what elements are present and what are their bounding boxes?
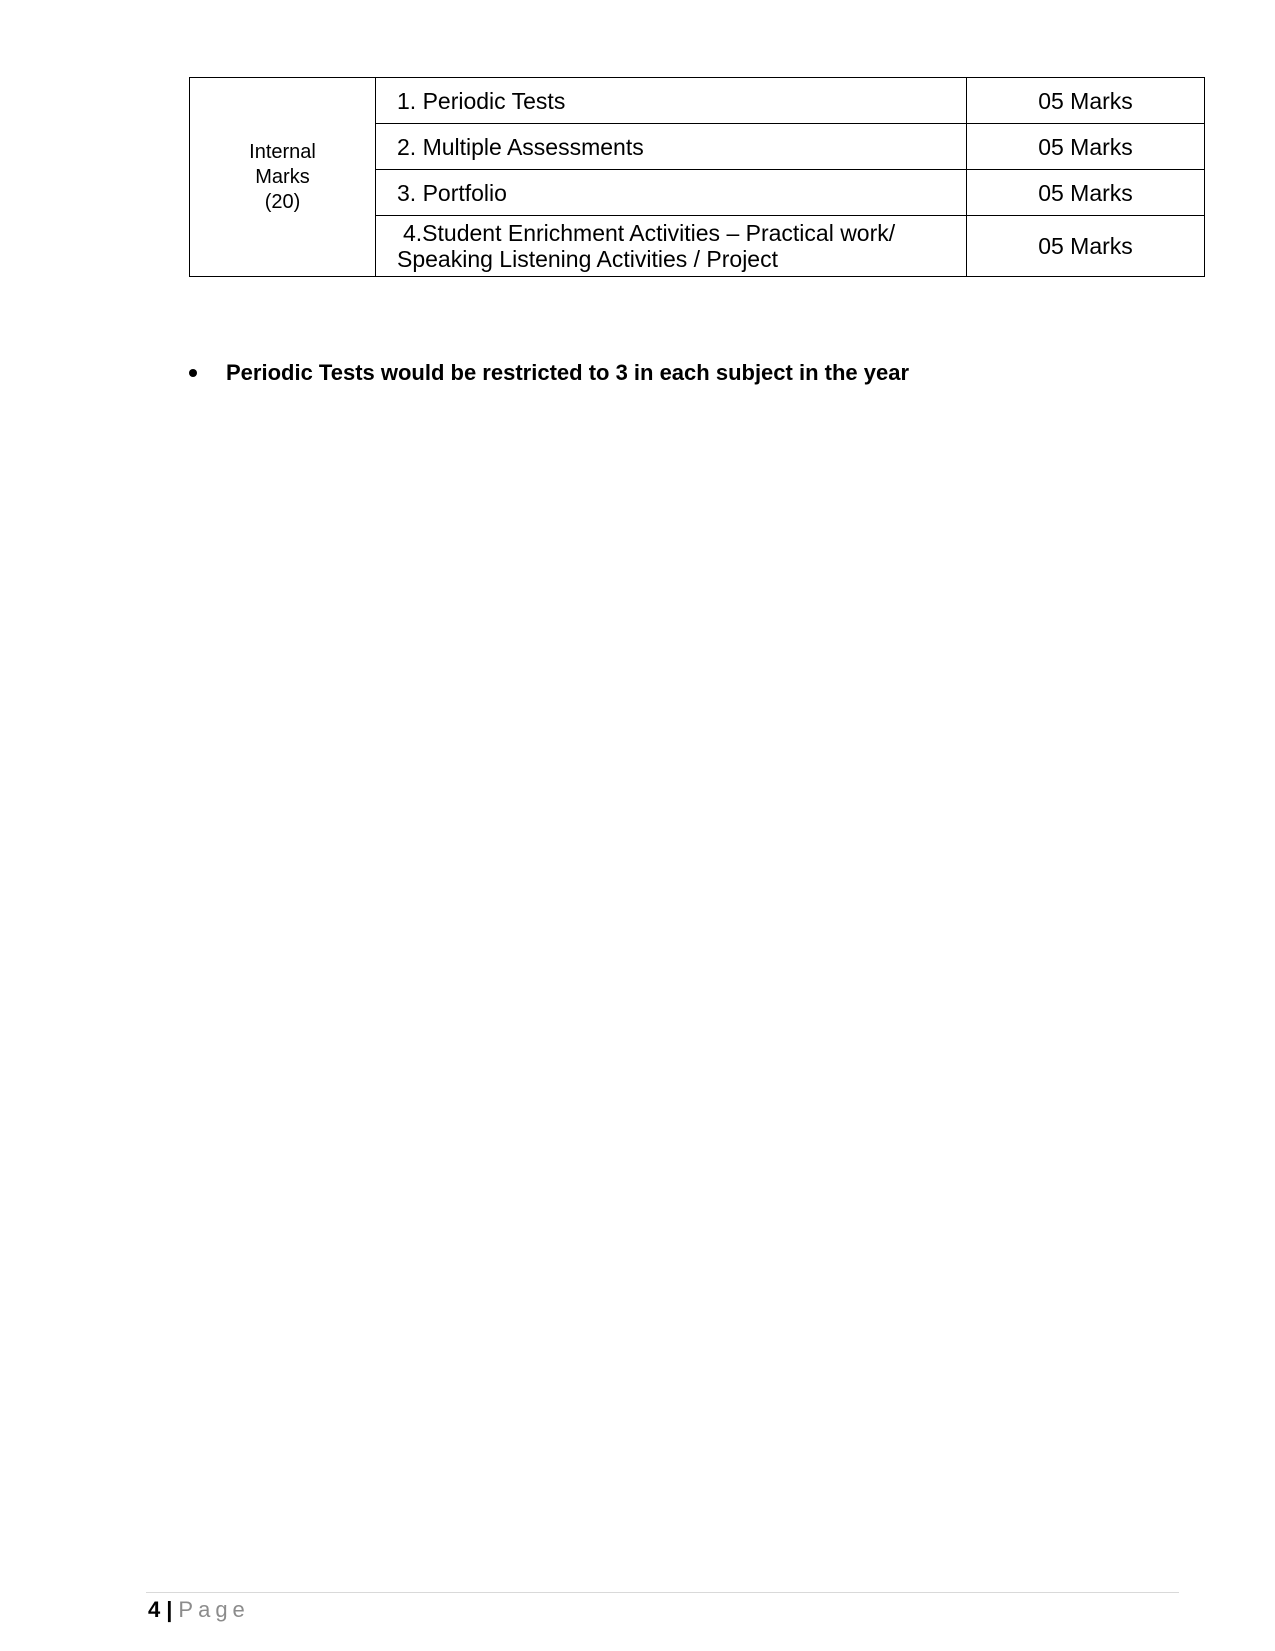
group-label-line: Internal	[249, 140, 316, 163]
page-separator: |	[166, 1597, 173, 1622]
group-label-line: (20)	[264, 190, 301, 213]
assessment-item-cell: 3. Portfolio	[376, 170, 967, 216]
internal-marks-group-cell	[190, 78, 376, 277]
page-footer	[148, 1596, 250, 1624]
marks-cell: 05 Marks	[967, 124, 1205, 170]
assessment-item-line: 4.Student Enrichment Activities – Practical work/	[403, 220, 896, 246]
list-item	[186, 358, 909, 388]
bullet-icon	[189, 369, 197, 377]
note-text: Periodic Tests would be restricted to 3 in each subject in the year	[226, 360, 910, 385]
page-label: Page	[178, 1597, 250, 1622]
table-row	[190, 78, 1205, 124]
assessment-item-cell: 1. Periodic Tests	[376, 78, 967, 124]
assessment-item-line: Speaking Listening Activities / Project	[397, 246, 778, 272]
assessment-item-cell: 2. Multiple Assessments	[376, 124, 967, 170]
marks-cell: 05 Marks	[967, 216, 1205, 277]
internal-marks-table	[189, 77, 1205, 277]
assessment-item-cell	[376, 216, 967, 277]
page-number: 4	[148, 1597, 161, 1622]
marks-cell: 05 Marks	[967, 170, 1205, 216]
group-label-line: Marks	[255, 165, 310, 188]
marks-cell: 05 Marks	[967, 78, 1205, 124]
footer-divider	[146, 1592, 1179, 1593]
notes-list	[186, 358, 909, 388]
